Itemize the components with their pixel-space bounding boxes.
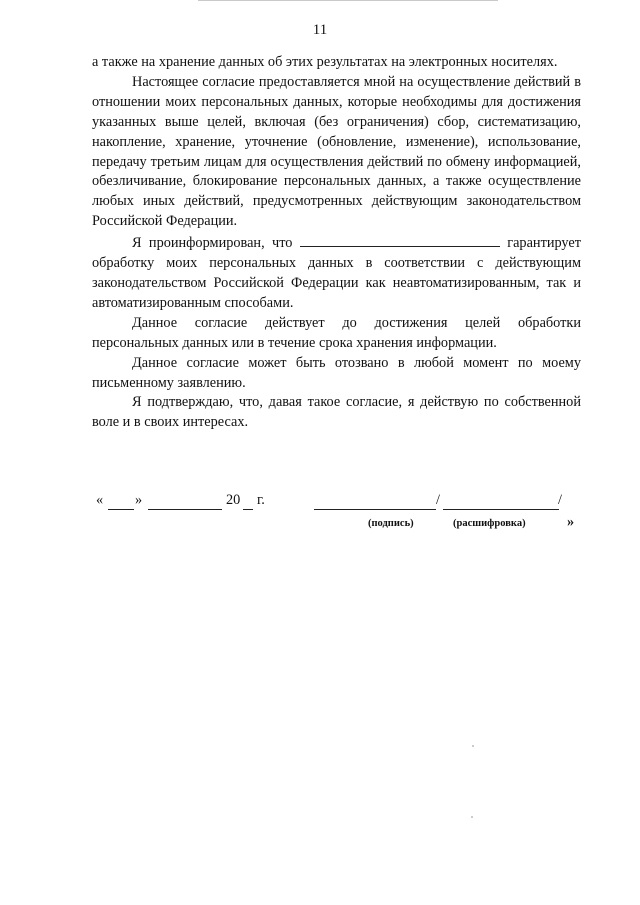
signature-row <box>96 492 576 514</box>
consent-body <box>92 53 581 433</box>
paragraph-validity: Данное согласие действует до достижения целей обработки персональных данных или в течение срока хранения информации. <box>92 314 581 351</box>
month-blank <box>148 509 222 510</box>
page-number: 11 <box>312 22 328 38</box>
closing-quote: » <box>567 514 575 530</box>
year-prefix: 20 <box>226 492 241 508</box>
paragraph-revocation: Данное согласие может быть отозвано в любой момент по моему письменному заявлению. <box>92 354 581 391</box>
day-open-quote: « <box>96 492 104 508</box>
caption-signature: (подпись) <box>368 518 414 529</box>
day-blank <box>108 509 134 510</box>
scan-speck <box>471 816 473 818</box>
informed-text-before: Я проинформирован, что <box>132 235 293 252</box>
decoding-slash: / <box>558 492 562 508</box>
year-blank <box>243 509 253 510</box>
paragraph-informed <box>92 232 581 314</box>
paragraph-consent-scope: Настоящее согласие предоставляется мной на осуществление действий в отношении моих персональных данных, которые необходимы для достижения указанных выше целей, включая (без ограничения) сбор, систематизацию, накопление, хранение, уточнение (обновление, изменение), использование, передачу третьим лицам для осуществления действий по обмену информацией, обезличивание, блокирование персональных данных, а также осуществление любых иных действий, предусмотренных действующим законодательством Российской Федерации. <box>92 73 581 230</box>
operator-name-blank <box>300 232 500 247</box>
day-close-quote: » <box>135 492 143 508</box>
informed-text-after: гарантирует обработку моих персональных данных в соответствии с действующим законодательством Российской Федерации как неавтоматизированным, так и автоматизированным способами. <box>92 235 581 311</box>
decoding-blank <box>443 509 559 510</box>
top-scan-rule <box>198 0 498 1</box>
paragraph-confirmation: Я подтверждаю, что, давая такое согласие, я действую по собственной воле и в своих интересах. <box>92 394 581 431</box>
signature-blank <box>314 509 436 510</box>
paragraph-storage: а также на хранение данных об этих результатах на электронных носителях. <box>92 54 558 70</box>
year-suffix: г. <box>257 492 265 508</box>
caption-decoding: (расшифровка) <box>453 518 526 529</box>
scan-speck <box>472 745 474 747</box>
signature-slash: / <box>436 492 440 508</box>
